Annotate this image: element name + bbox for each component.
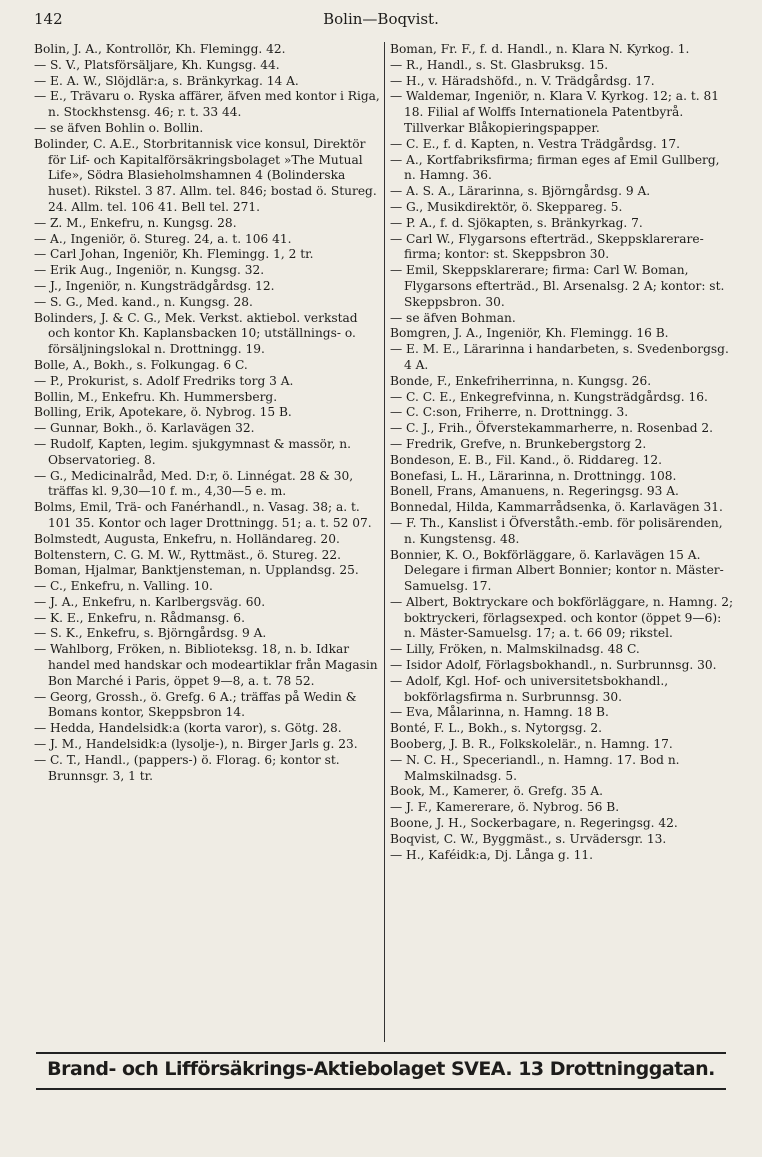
directory-entry: — Eva, Målarinna, n. Hamng. 18 B. xyxy=(390,705,609,720)
directory-entry: — Fredrik, Grefve, n. Brunkebergstorg 2. xyxy=(390,436,647,451)
directory-entry: Bolmstedt, Augusta, Enkefru, n. Holländareg. 20. xyxy=(34,531,340,546)
directory-entry: — S. V., Platsförsäljare, Kh. Kungsg. 44. xyxy=(34,57,280,72)
directory-entry: — J. M., Handelsidk:a (lysolje-), n. Birger Jarls g. 23. xyxy=(34,737,358,752)
entry-columns xyxy=(34,42,734,1047)
directory-entry: — E. A. W., Slöjdlär:a, s. Bränkyrkag. 14 A. xyxy=(34,73,299,88)
right-column xyxy=(390,42,734,1047)
directory-entry: — S. G., Med. kand., n. Kungsg. 28. xyxy=(34,294,253,309)
directory-entry: Bolinder, C. A.E., Storbritannisk vice konsul, Direktör för Lif- och Kapitalförsäkringsbolaget »The Mutual Life», Södra Blasieholmshamnen 4 (Bolinderska huset). Rikstel. 3 87. Allm. tel. 846; bostad ö. Stureg. 24. Allm. tel. 106 41. Bell tel. 271. xyxy=(34,136,377,214)
directory-entry: — Albert, Boktryckare och bokförläggare, n. Hamng. 2; boktryckeri, förlagsexped. och kontor (öppet 9—6): n. Mäster-Samuelsg. 17; a. t. 66 09; rikstel. xyxy=(390,594,734,641)
directory-entry: — J. F., Kamererare, ö. Nybrog. 56 B. xyxy=(390,800,620,815)
banner-bottom-rule xyxy=(36,1088,726,1090)
page-header xyxy=(34,10,728,40)
column-divider xyxy=(384,42,385,1042)
directory-entry: Bonté, F. L., Bokh., s. Nytorgsg. 2. xyxy=(390,721,603,736)
directory-entry: Bonefasi, L. H., Lärarinna, n. Drottningg. 108. xyxy=(390,468,677,483)
directory-entry: — P., Prokurist, s. Adolf Fredriks torg 3 A. xyxy=(34,373,294,388)
directory-entry: — C. C. E., Enkegrefvinna, n. Kungsträdgårdsg. 16. xyxy=(390,389,708,404)
left-column xyxy=(34,42,380,1047)
directory-entry: Boone, J. H., Sockerbagare, n. Regeringsg. 42. xyxy=(390,816,678,831)
directory-entry: — se äfven Bohman. xyxy=(390,310,516,325)
directory-entry: — J., Ingeniör, n. Kungsträdgårdsg. 12. xyxy=(34,278,275,293)
directory-entry: — G., Musikdirektör, ö. Skeppareg. 5. xyxy=(390,199,623,214)
directory-entry: Boman, Fr. F., f. d. Handl., n. Klara N. Kyrkog. 1. xyxy=(390,42,690,56)
directory-entry: Bolms, Emil, Trä- och Fanérhandl., n. Vasag. 38; a. t. 101 35. Kontor och lager Drottningg. 51; a. t. 52 07. xyxy=(34,500,372,530)
directory-entry: — Adolf, Kgl. Hof- och universitetsbokhandl., bokförlagsfirma n. Surbrunnsg. 30. xyxy=(390,673,669,704)
directory-entry: — H., Kaféidk:a, Dj. Långa g. 11. xyxy=(390,847,593,862)
directory-entry: Bolle, A., Bokh., s. Folkungag. 6 C. xyxy=(34,357,248,372)
advertisement-banner: Brand- och Lifförsäkrings-Aktiebolaget SVEA. 13 Drottninggatan. xyxy=(47,1058,715,1080)
directory-entry: Boqvist, C. W., Byggmäst., s. Urvädersgr. 13. xyxy=(390,831,667,846)
directory-entry: — se äfven Bohlin o. Bollin. xyxy=(34,120,204,135)
directory-entry: — A. S. A., Lärarinna, s. Björngårdsg. 9 A. xyxy=(390,184,651,199)
directory-entry: — A., Kortfabriksfirma; firman eges af Emil Gullberg, n. Hamng. 36. xyxy=(390,152,720,183)
directory-entry: Boltenstern, C. G. M. W., Ryttmäst., ö. Stureg. 22. xyxy=(34,547,342,562)
directory-entry: — E. M. E., Lärarinna i handarbeten, s. Svedenborgsg. 4 A. xyxy=(390,342,729,372)
directory-entry: — E., Trävaru o. Ryska affärer, äfven med kontor i Riga, n. Stockhstensg. 46; r. t. 33 44. xyxy=(34,89,380,120)
directory-entry: — Wahlborg, Fröken, n. Biblioteksg. 18, n. b. Idkar handel med handskar och modeartiklar från Magasin Bon Marché i Paris, öppet 9—8, a. t. 78 52. xyxy=(34,642,378,688)
directory-entry: — Z. M., Enkefru, n. Kungsg. 28. xyxy=(34,215,237,230)
directory-entry: — C. J., Frih., Öfverstekammarherre, n. Rosenbad 2. xyxy=(390,421,714,436)
directory-entry: — Erik Aug., Ingeniör, n. Kungsg. 32. xyxy=(34,263,265,278)
directory-entry: — Emil, Skeppsklarerare; firma: Carl W. Boman, Flygarsons efterträd., Bl. Arsenalsg. 2 A; kontor: st. Skeppsbron. 30. xyxy=(390,263,725,309)
directory-entry: — C. T., Handl., (pappers-) ö. Florag. 6; kontor st. Brunnsgr. 3, 1 tr. xyxy=(34,752,340,783)
directory-entry: — Lilly, Fröken, n. Malmskilnadsg. 48 C. xyxy=(390,642,640,657)
directory-entry: — H., v. Häradshöfd., n. V. Trädgårdsg. 17. xyxy=(390,73,655,88)
directory-entry: Bondeson, E. B., Fil. Kand., ö. Riddareg. 12. xyxy=(390,452,662,467)
directory-entry: Bolin, J. A., Kontrollör, Kh. Flemingg. 42. xyxy=(34,42,286,56)
directory-entry: — Rudolf, Kapten, legim. sjukgymnast & massör, n. Observatorieg. 8. xyxy=(34,436,351,467)
directory-entry: Boman, Hjalmar, Banktjensteman, n. Upplandsg. 25. xyxy=(34,563,359,578)
directory-entry: — R., Handl., s. St. Glasbruksg. 15. xyxy=(390,57,609,72)
directory-entry: — C., Enkefru, n. Valling. 10. xyxy=(34,579,213,594)
directory-entry: — Georg, Grossh., ö. Grefg. 6 A.; träffas på Wedin & Bomans kontor, Skeppsbron 14. xyxy=(34,689,357,720)
banner-top-rule xyxy=(36,1052,726,1054)
directory-entry: Bolling, Erik, Apotekare, ö. Nybrog. 15 B. xyxy=(34,405,292,420)
directory-entry: Bonnier, K. O., Bokförläggare, ö. Karlavägen 15 A. Delegare i firman Albert Bonnier; kontor n. Mäster-Samuelsg. 17. xyxy=(390,547,724,594)
directory-entry: Bonell, Frans, Amanuens, n. Regeringsg. 93 A. xyxy=(390,484,679,499)
page-number: 142 xyxy=(34,10,63,28)
directory-entry: — C. E., f. d. Kapten, n. Vestra Trädgårdsg. 17. xyxy=(390,136,680,151)
directory-entry: — S. K., Enkefru, s. Björngårdsg. 9 A. xyxy=(34,626,267,641)
directory-entry: Booberg, J. B. R., Folkskolelär., n. Hamng. 17. xyxy=(390,737,673,752)
running-head: Bolin—Boqvist. xyxy=(323,10,439,28)
directory-entry: — J. A., Enkefru, n. Karlbergsväg. 60. xyxy=(34,594,266,609)
directory-entry: Bollin, M., Enkefru. Kh. Hummersberg. xyxy=(34,389,278,404)
directory-entry: — G., Medicinalråd, Med. D:r, ö. Linnégat. 28 & 30, träffas kl. 9,30—10 f. m., 4,30—5 e. m. xyxy=(34,468,354,499)
directory-entry: — K. E., Enkefru, n. Rådmansg. 6. xyxy=(34,610,245,625)
directory-entry: — Carl W., Flygarsons efterträd., Skeppsklarerare-firma; kontor: st. Skeppsbron 30. xyxy=(390,231,704,262)
directory-entry: Bonnedal, Hilda, Kammarrådsenka, ö. Karlavägen 31. xyxy=(390,500,723,515)
directory-entry: — A., Ingeniör, ö. Stureg. 24, a. t. 106 41. xyxy=(34,231,292,246)
directory-entry: — Gunnar, Bokh., ö. Karlavägen 32. xyxy=(34,421,255,436)
directory-entry: — N. C. H., Speceriandl., n. Hamng. 17. Bod n. Malmskilnadsg. 5. xyxy=(390,752,680,783)
directory-entry: — C. C:son, Friherre, n. Drottningg. 3. xyxy=(390,405,629,420)
directory-entry: — P. A., f. d. Sjökapten, s. Bränkyrkag. 7. xyxy=(390,215,643,230)
directory-entry: Bomgren, J. A., Ingeniör, Kh. Flemingg. 16 B. xyxy=(390,326,669,341)
directory-entry: — Hedda, Handelsidk:a (korta varor), s. Götg. 28. xyxy=(34,721,342,736)
directory-entry: Bonde, F., Enkefriherrinna, n. Kungsg. 26. xyxy=(390,373,652,388)
directory-entry: — Isidor Adolf, Förlagsbokhandl., n. Surbrunnsg. 30. xyxy=(390,658,717,673)
directory-entry: Book, M., Kamerer, ö. Grefg. 35 A. xyxy=(390,784,604,799)
directory-entry: — F. Th., Kanslist i Öfverståth.-emb. för polisärenden, n. Kungstensg. 48. xyxy=(390,515,723,546)
directory-entry: — Waldemar, Ingeniör, n. Klara V. Kyrkog. 12; a. t. 81 18. Filial af Wolffs Internationela Patentbyrå. Tillverkar Blåkopieringspapper. xyxy=(390,89,719,135)
directory-entry: — Carl Johan, Ingeniör, Kh. Flemingg. 1, 2 tr. xyxy=(34,247,314,262)
directory-entry: Bolinders, J. & C. G., Mek. Verkst. aktiebol. verkstad och kontor Kh. Kaplansbacken 10; utställnings- o. försäljningslokal n. Drottningg. 19. xyxy=(34,310,358,357)
